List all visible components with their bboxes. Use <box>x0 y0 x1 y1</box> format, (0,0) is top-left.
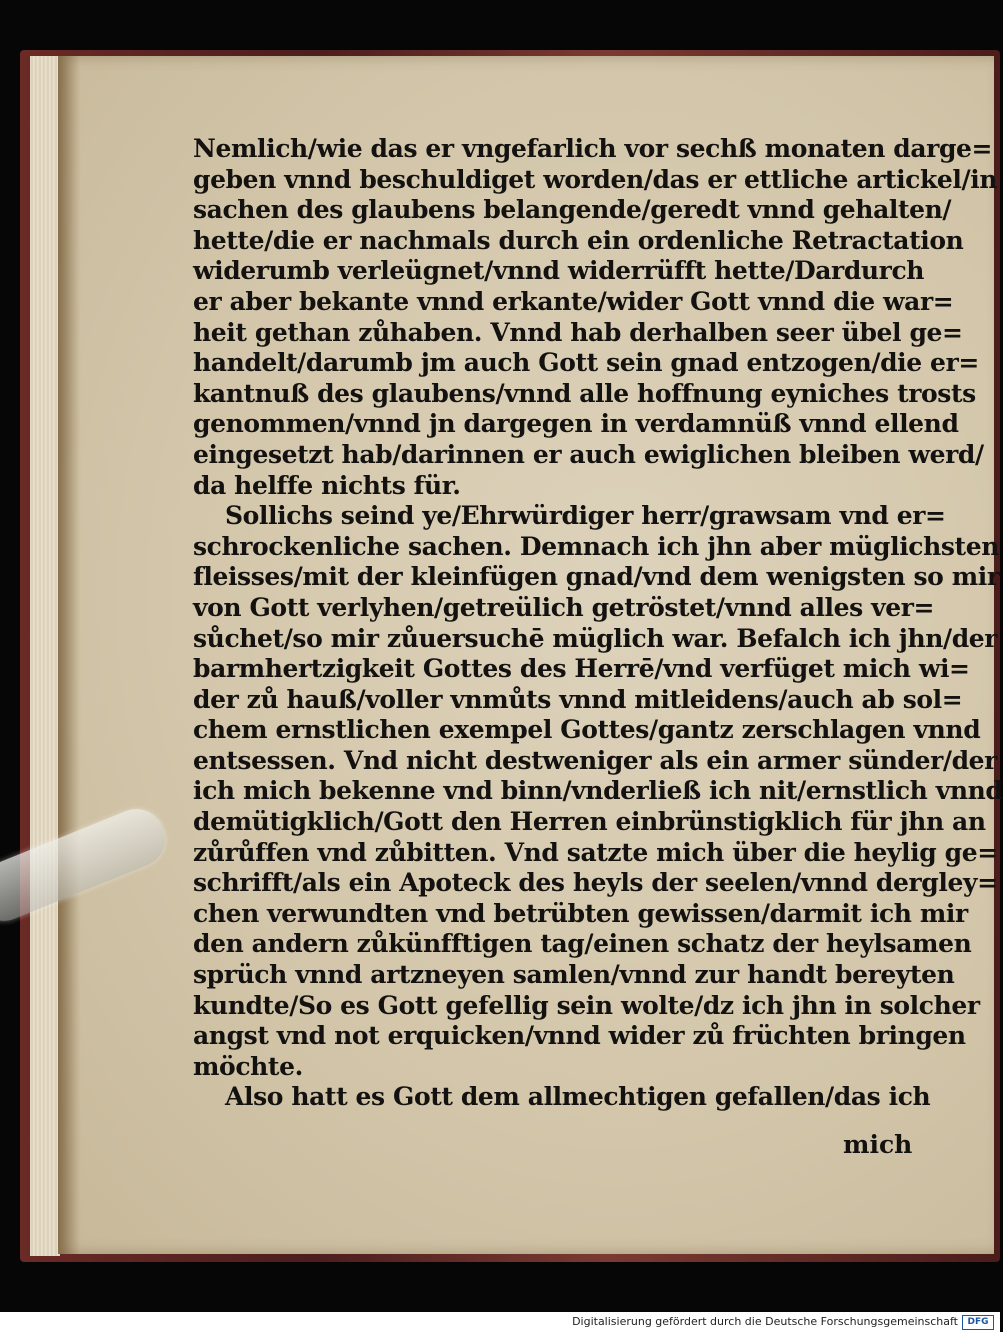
text-line: kundte/So es Gott gefellig sein wolte/dz ich jhn in solcher <box>193 990 980 1020</box>
catchword: mich <box>843 1130 913 1159</box>
text-line: genommen/vnnd jn dargegen in verdamnüß vnnd ellend <box>193 409 959 439</box>
text-line: schrifft/als ein Apoteck des heyls der seelen/vnnd dergley= <box>193 868 998 898</box>
footer-bar <box>0 1312 1000 1332</box>
text-line: heit gethan zůhaben. Vnnd hab derhalben seer übel ge= <box>193 317 963 347</box>
text-line: ich mich bekenne vnd binn/vnderließ ich nit/ernstlich vnnd <box>193 776 1003 806</box>
text-line: chen verwundten vnd betrübten gewissen/darmit ich mir <box>193 898 968 928</box>
text-line: fleisses/mit der kleinfügen gnad/vnd dem wenigsten so mir <box>193 562 1000 592</box>
text-line: widerumb verleügnet/vnnd widerrüfft hette/Dardurch <box>193 256 925 286</box>
text-line: von Gott verlyhen/getreülich getröstet/vnnd alles ver= <box>193 592 935 622</box>
footer-credit: Digitalisierung gefördert durch die Deutsche Forschungsgemeinschaft <box>572 1315 958 1328</box>
text-line: handelt/darumb jm auch Gott sein gnad entzogen/die er= <box>193 348 979 378</box>
page-text <box>193 134 1003 1113</box>
page-edges <box>30 56 60 1256</box>
text-line: sůchet/so mir zůuersuchē müglich war. Befalch ich jhn/der <box>193 623 998 653</box>
text-line: demütigklich/Gott den Herren einbrünstigklich für jhn an <box>193 807 986 837</box>
text-line: der zů hauß/voller vnmůts vnnd mitleidens/auch ab sol= <box>193 684 963 714</box>
text-line: zůrůffen vnd zůbitten. Vnd satzte mich über die heylig ge= <box>193 837 998 867</box>
text-line: sprüch vnnd artzneyen samlen/vnnd zur handt bereyten <box>193 960 955 990</box>
paragraph-first-line: Also hatt es Gott dem allmechtigen gefallen/das ich <box>225 1082 931 1112</box>
text-line: eingesetzt hab/darinnen er auch ewiglichen bleiben werd/ <box>193 439 984 469</box>
text-line: möchte. <box>193 1051 303 1081</box>
text-line: da helffe nichts für. <box>193 470 461 500</box>
dfg-logo-icon[interactable]: DFG <box>962 1315 994 1330</box>
text-line: den andern zůkünfftigen tag/einen schatz der heylsamen <box>193 929 972 959</box>
text-line: hette/die er nachmals durch ein ordenliche Retractation <box>193 225 964 255</box>
text-line: angst vnd not erquicken/vnnd wider zů früchten bringen <box>193 1021 966 1051</box>
text-line: schrockenliche sachen. Demnach ich jhn aber müglichsten <box>193 531 999 561</box>
text-line: entsessen. Vnd nicht destweniger als ein armer sünder/der <box>193 745 997 775</box>
text-line: chem ernstlichen exempel Gottes/gantz zerschlagen vnnd <box>193 715 981 745</box>
text-line: kantnuß des glaubens/vnnd alle hoffnung eyniches trosts <box>193 378 976 408</box>
text-line: er aber bekante vnnd erkante/wider Gott vnnd die war= <box>193 286 954 316</box>
text-line: geben vnnd beschuldiget worden/das er ettliche artickel/in <box>193 164 998 194</box>
paragraph-first-line: Sollichs seind ye/Ehrwürdiger herr/grawsam vnd er= <box>225 501 946 531</box>
text-line: Nemlich/wie das er vngefarlich vor sechß monaten darge= <box>193 134 993 163</box>
text-line: sachen des glaubens belangende/geredt vnnd gehalten/ <box>193 195 952 225</box>
text-line: barmhertzigkeit Gottes des Herrē/vnd verfüget mich wi= <box>193 654 970 684</box>
page-gutter-shadow <box>58 56 80 1254</box>
